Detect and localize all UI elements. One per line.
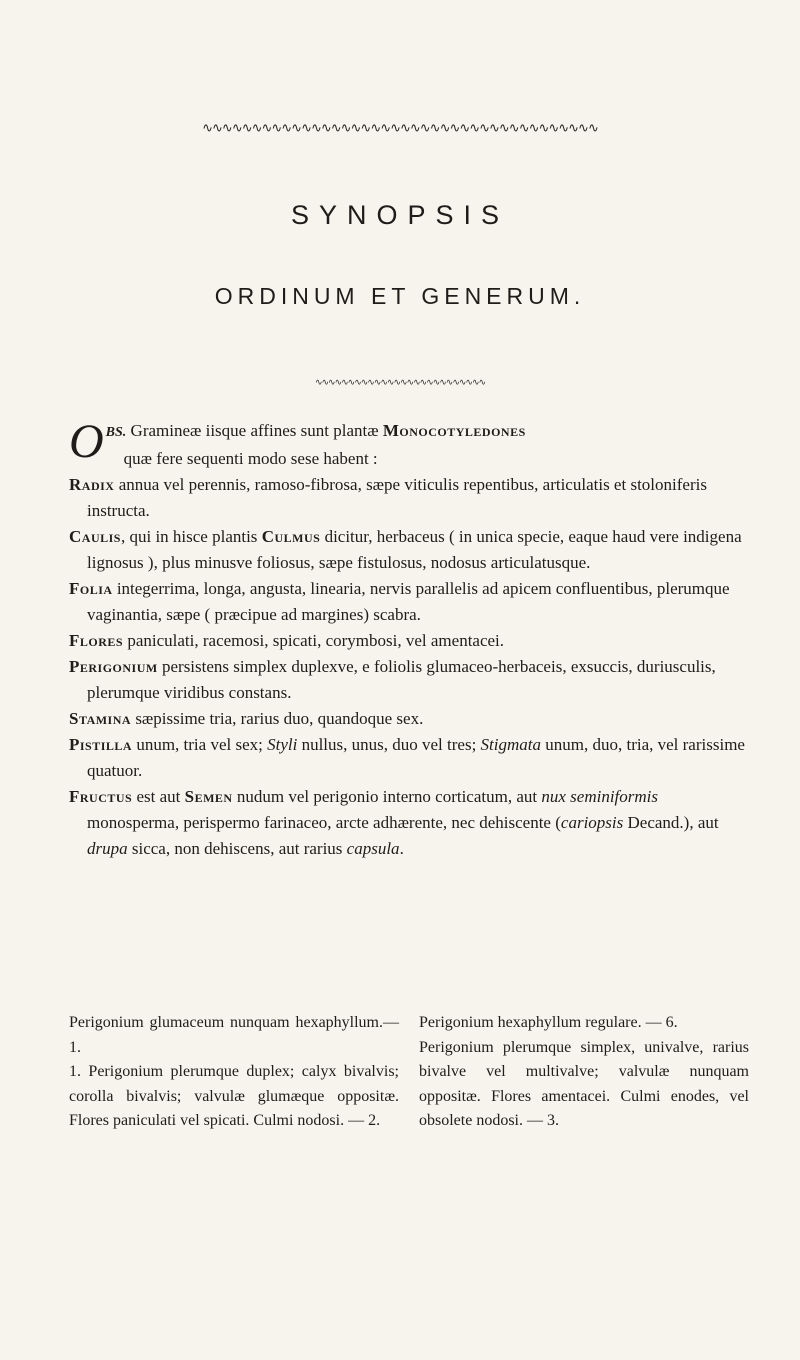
capsula-term: capsula	[346, 839, 400, 858]
pistilla-text-2: nullus, unus, duo vel tres;	[297, 735, 481, 754]
pistilla-paragraph	[69, 732, 749, 784]
flores-label: Flores	[69, 631, 124, 650]
radix-text: annua vel perennis, ramoso-fibrosa, sæpe viticulis repentibus, articulatis et stoloniferis instructa.	[87, 475, 707, 520]
caulis-label: Caulis	[69, 527, 121, 546]
key-left-entry-2: 1. Perigonium plerumque duplex; calyx bivalvis; corolla bivalvis; valvulæ glumæque oppositæ. Flores paniculati vel spicati. Culmi nodosi. — 2.	[69, 1063, 399, 1129]
styli-term: Styli	[267, 735, 298, 754]
caulis-text-2: dicitur, herbaceus ( in unica specie, eaque haud vere indigena lignosus ), plus minusve foliosus, sæpe fistulosus, nodosus articulatusque.	[87, 527, 742, 572]
fructus-text-2: nudum vel perigonio interno corticatum, aut	[232, 787, 542, 806]
folia-label: Folia	[69, 579, 113, 598]
page-title: SYNOPSIS	[290, 200, 510, 230]
stamina-label: Stamina	[69, 709, 132, 728]
key-right-column	[419, 1011, 749, 1134]
perigonium-text: persistens simplex duplexve, e foliolis glumaceo-herbaceis, exsuccis, duriusculis, plerumque viridibus constans.	[87, 657, 716, 702]
fructus-paragraph	[69, 784, 749, 862]
fructus-text-6: .	[399, 839, 404, 858]
key-left-column	[69, 1011, 399, 1134]
drop-cap: O	[69, 415, 104, 468]
pistilla-text-1: unum, tria vel sex;	[132, 735, 268, 754]
pistilla-text-3: unum, duo, tria, vel rarissime quatuor.	[87, 735, 745, 780]
intro-paragraph	[69, 415, 749, 472]
key-right-entry-2: Perigonium plerumque simplex, univalve, rarius bivalve vel multivalve; valvulæ nunquam oppositæ. Flores amentacei. Culmi enodes, vel obsolete nodosi. — 3.	[419, 1038, 749, 1129]
radix-label: Radix	[69, 475, 115, 494]
middle-ornament-rule: ∿∿∿∿∿∿∿∿∿∿∿∿∿∿∿∿∿∿∿∿∿∿∿∿∿∿	[314, 378, 486, 388]
radix-paragraph	[69, 472, 749, 524]
synopsis-text	[69, 415, 749, 862]
folia-paragraph	[69, 576, 749, 628]
fructus-text-4: Decand.), aut	[623, 813, 719, 832]
flores-paragraph	[69, 628, 749, 654]
caulis-paragraph	[69, 524, 749, 576]
key-left-entry-1: Perigonium glumaceum nunquam hexaphyllum.— 1.	[69, 1014, 399, 1056]
intro-text-2: quæ fere sequenti modo sese habent :	[123, 449, 378, 468]
intro-text-1: Gramineæ iisque affines sunt plantæ	[126, 421, 383, 440]
drupa-term: drupa	[87, 839, 128, 858]
perigonium-label: Perigonium	[69, 657, 158, 676]
dichotomous-key	[69, 1011, 749, 1134]
key-right-entry-1: Perigonium hexaphyllum regulare. — 6.	[419, 1014, 678, 1031]
fructus-label: Fructus	[69, 787, 133, 806]
cariopsis-term: cariopsis	[560, 813, 624, 832]
stamina-paragraph	[69, 706, 749, 732]
drop-cap-suffix: BS.	[105, 425, 127, 440]
fructus-text-3: monosperma, perispermo farinaceo, arcte adhærente, nec dehiscente (	[87, 813, 561, 832]
intro-monocotyledones: Monocotyledones	[382, 421, 526, 440]
top-ornament-rule: ∿∿∿∿∿∿∿∿∿∿∿∿∿∿∿∿∿∿∿∿∿∿∿∿∿∿∿∿∿∿∿∿∿∿∿∿∿∿∿∿	[202, 121, 598, 136]
stigmata-term: Stigmata	[480, 735, 541, 754]
fructus-text-5: sicca, non dehiscens, aut rarius	[127, 839, 347, 858]
caulis-text-1: , qui in hisce plantis	[120, 527, 262, 546]
pistilla-label: Pistilla	[69, 735, 133, 754]
flores-text: paniculati, racemosi, spicati, corymbosi, vel amentacei.	[123, 631, 505, 650]
folia-text: integerrima, longa, angusta, linearia, nervis parallelis ad apicem confluentibus, plerumque vaginantia, sæpe ( præcipue ad margines) scabra.	[87, 579, 730, 624]
culmus-label: Culmus	[261, 527, 321, 546]
semen-label: Semen	[184, 787, 233, 806]
perigonium-paragraph	[69, 654, 749, 706]
fructus-text-1: est aut	[132, 787, 185, 806]
nux-term: nux seminiformis	[541, 787, 659, 806]
stamina-text: sæpissime tria, rarius duo, quandoque sex.	[131, 709, 424, 728]
page-subtitle: ORDINUM ET GENERUM.	[214, 283, 586, 309]
